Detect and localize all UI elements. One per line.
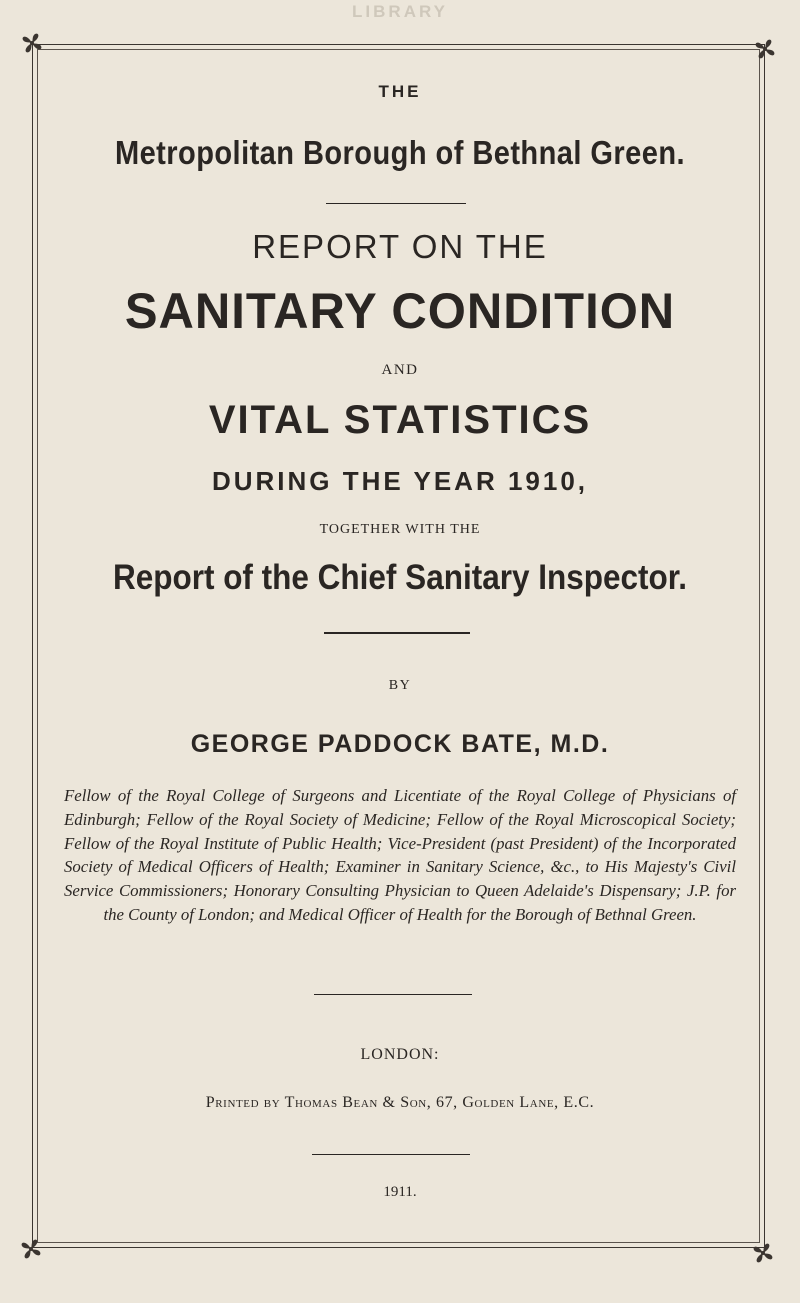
chief-inspector-heading: Report of the Chief Sanitary Inspector.: [112, 558, 688, 597]
publication-year: 1911.: [383, 1184, 417, 1200]
author-name: GEORGE PADDOCK BATE, M.D.: [190, 730, 610, 758]
year-heading: DURING THE YEAR 1910,: [211, 466, 589, 496]
divider-rule: [314, 994, 472, 995]
publication-place: LONDON:: [360, 1046, 440, 1063]
report-on-heading: REPORT ON THE: [252, 228, 548, 265]
vital-statistics-heading: VITAL STATISTICS: [208, 398, 592, 442]
divider-rule: [312, 1154, 470, 1155]
together-line: TOGETHER WITH THE: [319, 522, 481, 537]
conjunction-and: AND: [381, 362, 419, 378]
fleuron-icon: [18, 1236, 44, 1262]
sanitary-condition-heading: SANITARY CONDITION: [124, 283, 676, 339]
by-line: BY: [388, 678, 412, 693]
library-stamp: LIBRARY: [352, 2, 448, 21]
page-border: [32, 44, 765, 1248]
divider-rule: [326, 203, 466, 204]
author-credentials: Fellow of the Royal College of Surgeons and Licentiate of the Royal College of Physicians of Edinburgh; Fellow of the Royal Society of Medicine; Fellow of the Royal Microscopical Society; Fellow of the Royal Institute of Public Health; Vice-President (past President) of the Incorporated Society of Medical Officers of Health; Examiner in Sanitary Science, &c., to His Majesty's Civil Service Commissioners; Honorary Consulting Physician to Queen Adelaide's Dispensary; J.P. for the County of London; and Medical Officer of Health for the Borough of Bethnal Green.: [64, 786, 736, 924]
borough-heading: Metropolitan Borough of Bethnal Green.: [114, 134, 686, 171]
article-the: THE: [378, 82, 422, 101]
fleuron-icon: [752, 36, 778, 62]
printer-line: Printed by Thomas Bean & Son, 67, Golden Lane, E.C.: [205, 1094, 595, 1111]
divider-rule: [324, 632, 470, 634]
fleuron-icon: [19, 30, 45, 56]
fleuron-icon: [750, 1240, 776, 1266]
